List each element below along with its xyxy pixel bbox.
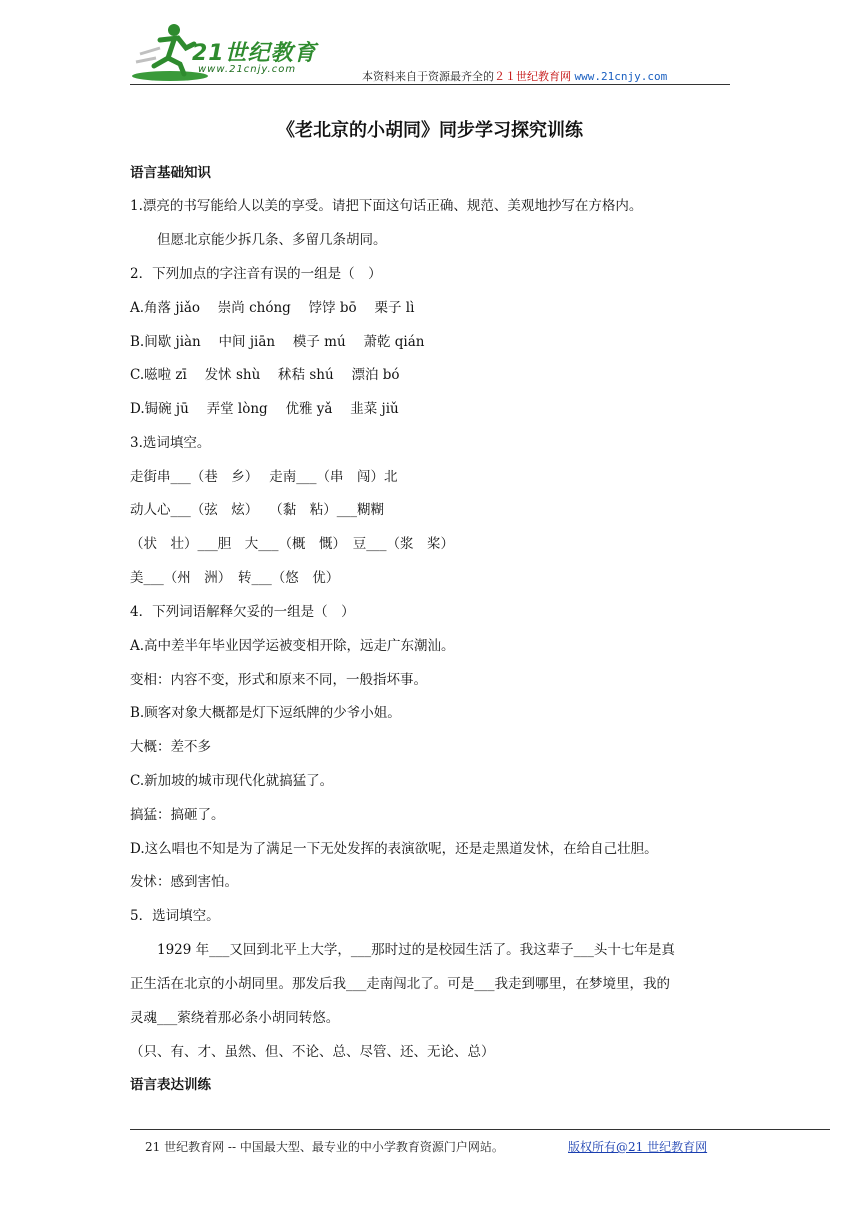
text-line: 但愿北京能少拆几条、多留几条胡同。 — [130, 232, 387, 248]
text-line: 大概：差不多 — [130, 739, 211, 755]
logo-text: 21世纪教育 — [192, 41, 317, 66]
option-line: D.这么唱也不知是为了满足一下无处发挥的表演欲呢，还是走黑道发怵，在给自己壮胆。 — [130, 841, 658, 857]
section-heading: 语言基础知识 — [130, 165, 211, 181]
option-line: C.新加坡的城市现代化就搞猛了。 — [130, 773, 334, 789]
site-logo[interactable] — [130, 18, 340, 86]
header-url-link[interactable]: www.21cnjy.com — [574, 70, 668, 83]
footer-text: 21 世纪教育网 -- 中国最大型、最专业的中小学教育资源门户网站。 — [145, 1140, 504, 1154]
question-line: 2．下列加点的字注音有误的一组是（ ） — [130, 266, 382, 282]
option-line: B.顾客对象大概都是灯下逗纸牌的少爷小姐。 — [130, 705, 401, 721]
page-header — [130, 18, 730, 86]
section-heading: 语言表达训练 — [130, 1077, 211, 1093]
text-line: 灵魂___萦绕着那必条小胡同转悠。 — [130, 1010, 340, 1026]
option-line: B.间歇 jiàn 中间 jiān 模子 mú 萧乾 qián — [130, 334, 425, 350]
question-line: 3.选词填空。 — [130, 435, 211, 451]
text-line: 正生活在北京的小胡同里。那发后我___走南闯北了。可是___我走到哪里，在梦境里，我的 — [130, 976, 670, 992]
option-line: A.高中差半年毕业因学运被变相开除，远走广东潮汕。 — [130, 638, 455, 654]
option-line: D.锔碗 jū 弄堂 lòng 优雅 yǎ 韭菜 jiǔ — [130, 401, 399, 417]
text-line: 搞猛：搞砸了。 — [130, 807, 225, 823]
option-line: A.角落 jiǎo 崇尚 chóng 饽饽 bō 栗子 lì — [130, 300, 415, 316]
question-line: 5．选词填空。 — [130, 908, 220, 924]
copyright-link[interactable]: 版权所有@21 世纪教育网 — [568, 1140, 708, 1154]
footer-divider — [130, 1129, 830, 1130]
text-line: （状 壮）___胆 大___（概 慨） 豆___（浆 桨） — [130, 536, 454, 552]
header-site-link[interactable]: ２１世纪教育网 — [494, 70, 571, 83]
question-line: 4．下列词语解释欠妥的一组是（ ） — [130, 604, 355, 620]
header-note — [362, 68, 667, 84]
header-note-prefix: 本资料来自于资源最齐全的 — [362, 70, 494, 83]
text-line: 美___（州 洲） 转___（悠 优） — [130, 570, 340, 586]
text-line: 走街串___（巷 乡） 走南___（串 闯）北 — [130, 469, 398, 485]
page-title: 《老北京的小胡同》同步学习探究训练 — [277, 120, 583, 141]
text-line: 动人心___（弦 炫） （黏 粘）___糊糊 — [130, 502, 385, 518]
header-divider — [130, 84, 730, 85]
text-line: 1.漂亮的书写能给人以美的享受。请把下面这句话正确、规范、美观地抄写在方格内。 — [130, 198, 643, 214]
text-line: 变相：内容不变，形式和原来不同，一般指坏事。 — [130, 672, 427, 688]
option-line: C.嗞啦 zī 发怵 shù 秫秸 shú 漂泊 bó — [130, 367, 400, 383]
text-line: 发怵：感到害怕。 — [130, 874, 238, 890]
text-line: 1929 年___又回到北平上大学，___那时过的是校园生活了。我这辈子___头十七年是真 — [130, 942, 675, 958]
logo-url: www.21cnjy.com — [198, 64, 297, 75]
text-line: （只、有、才、虽然、但、不论、总、尽管、还、无论、总） — [130, 1044, 495, 1060]
